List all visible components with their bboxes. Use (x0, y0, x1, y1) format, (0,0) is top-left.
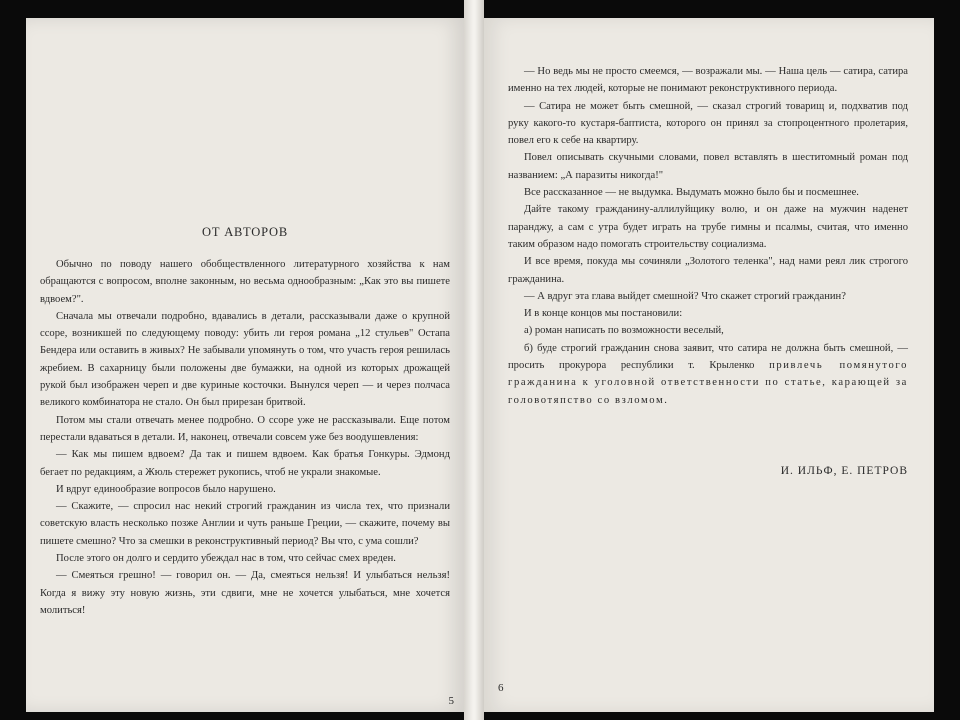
paragraph (508, 340, 908, 409)
paragraph-spaced-part: привлечь помянутого гражданина к уголовной ответственности по статье, карающей за головотяпство со взломом. (508, 360, 909, 406)
paragraph: — А вдруг эта глава выйдет смешной? Что скажет строгий гражданин? (524, 290, 846, 302)
authors-signature: И. ИЛЬФ, Е. ПЕТРОВ (780, 465, 908, 477)
paragraph: Потом мы стали отвечать менее подробно. О ссоре уже не рассказывали. Еще потом перестали вдаваться в детали. И, наконец, отвечали совсем уже без воодушевления: (40, 414, 450, 443)
book-gutter (464, 0, 484, 720)
paragraph: — Смеяться грешно! — говорил он. — Да, смеяться нельзя! И улыбаться нельзя! Когда я вижу эту новую жизнь, эти сдвиги, мне не хочется улыбаться, мне хочется молиться! (40, 570, 450, 616)
paragraph: Обычно по поводу нашего обобществленного литературного хозяйства к нам обращаются с вопросом, вполне законным, но весьма однообразным: „Как это вы пишете вдвоем?". (40, 259, 450, 305)
paragraph: — Как мы пишем вдвоем? Да так и пишем вдвоем. Как братья Гонкуры. Эдмонд бегает по редакциям, а Жюль стережет рукопись, чтоб не украли знакомые. (40, 449, 450, 478)
paragraph: И в конце концов мы постановили: (524, 308, 683, 320)
left-page-text (40, 256, 450, 619)
paragraph: — Скажите, — спросил нас некий строгий гражданин из числа тех, что признали советскую власть несколько позже Англии и чуть раньше Греции, — скажите, почему вы пишете смешно? Что за смешки в реконструктивный период? Вы что, с ума сошли? (40, 501, 450, 547)
right-page (484, 18, 934, 712)
paragraph: Повел описывать скучными словами, повел вставлять в шеститомный роман под названием: „А паразиты никогда!" (508, 152, 908, 181)
paragraph: Дайте такому гражданину-аллилуйщику волю, и он даже на мужчин наденет паранджу, а сам с утра будет играть на трубе гимны и псалмы, считая, что именно таким образом надо помогать строительству социализма. (508, 204, 908, 250)
paragraph: После этого он долго и сердито убеждал нас в том, что сейчас смех вреден. (56, 553, 396, 565)
paragraph: — Сатира не может быть смешной, — сказал строгий товарищ и, подхватив под руку какого-то кустаря-баптиста, которого он принял за стопроцентного пролетария, повел его к себе на квартиру. (508, 100, 908, 147)
left-page (26, 18, 464, 712)
page-number: 6 (498, 682, 504, 694)
paragraph: Все рассказанное — не выдумка. Выдумать можно было бы и посмешнее. (524, 187, 859, 199)
paragraph: И вдруг единообразие вопросов было нарушено. (56, 483, 276, 495)
chapter-title: ОТ АВТОРОВ (202, 225, 288, 239)
paragraph: И все время, покуда мы сочиняли „Золотого теленка", над нами реял лик строгого гражданина. (508, 256, 908, 285)
right-page-text (508, 63, 908, 409)
paragraph: а) роман написать по возможности веселый, (524, 325, 724, 337)
paragraph-plain-part: б) буде строгий гражданин снова заявит, что сатира не должна быть смешной, — просить прокурора республики т. Крыленко (508, 342, 908, 372)
paragraph: — Но ведь мы не просто смеемся, — возражали мы. — Наша цель — сатира, сатира именно на тех людей, которые не понимают реконструктивного периода. (508, 66, 908, 95)
paragraph: Сначала мы отвечали подробно, вдавались в детали, рассказывали даже о крупной ссоре, возникшей по следующему поводу: убить ли героя романа „12 стульев" Остапа Бендера или оставить в живых? Не забывали упомянуть о том, что участь героя решилась жребием. В сахарницу были положены две бумажки, на одной из которых дрожащей рукой был изображен череп и две куриные косточки. Вынулся череп — и через полчаса великого комбинатора не стало. Он был прирезан бритвой. (40, 310, 450, 409)
page-number: 5 (448, 695, 454, 707)
